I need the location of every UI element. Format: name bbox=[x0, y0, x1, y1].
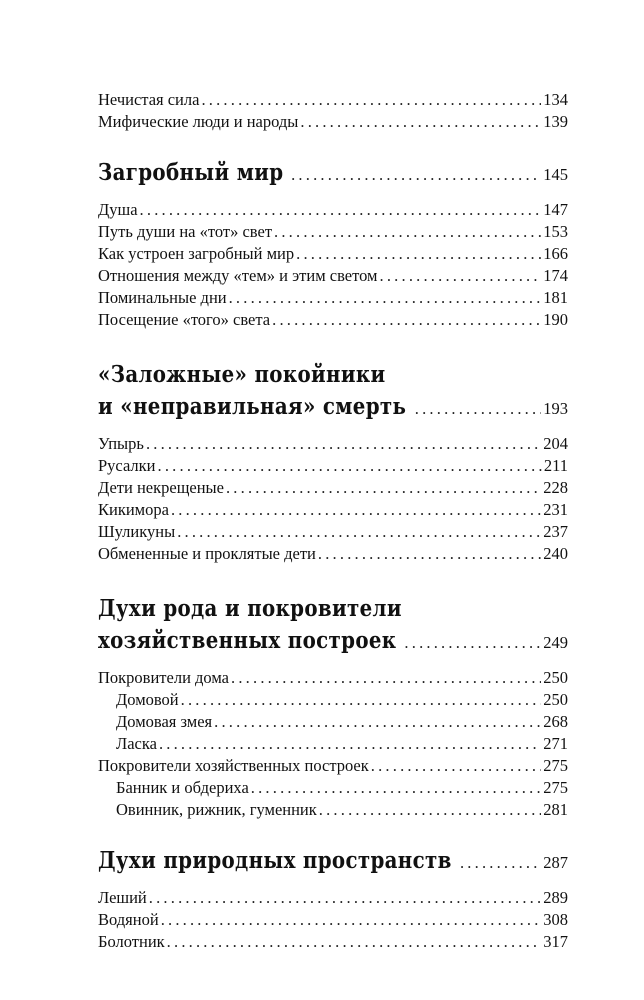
section-page-number: 193 bbox=[543, 399, 568, 418]
dot-leader bbox=[149, 887, 541, 909]
entry-page-number: 174 bbox=[543, 266, 568, 285]
dot-leader bbox=[171, 499, 541, 521]
toc-entry[interactable] bbox=[98, 455, 568, 477]
entry-label: Покровители хозяйственных построек bbox=[98, 756, 369, 775]
toc-entry[interactable] bbox=[98, 221, 568, 243]
entry-page-number: 211 bbox=[543, 456, 568, 475]
dot-leader bbox=[231, 667, 541, 689]
entry-label: Отношения между «тем» и этим светом bbox=[98, 266, 378, 285]
entry-page-number: 289 bbox=[543, 888, 568, 907]
dot-leader bbox=[167, 931, 542, 953]
section-heading bbox=[98, 847, 568, 883]
dot-leader bbox=[177, 521, 541, 543]
toc-section bbox=[98, 357, 568, 565]
section-page-number: 249 bbox=[543, 633, 568, 652]
entry-page-number: 237 bbox=[543, 522, 568, 541]
entry-page-number: 275 bbox=[543, 778, 568, 797]
toc-section bbox=[98, 591, 568, 821]
dot-leader bbox=[159, 733, 541, 755]
entry-label: Нечистая сила bbox=[98, 90, 200, 109]
toc-entry[interactable] bbox=[98, 543, 568, 565]
entry-label: Посещение «того» света bbox=[98, 310, 271, 329]
entry-page-number: 275 bbox=[543, 756, 568, 775]
section-heading-line: «Заложные» покойники bbox=[98, 361, 386, 388]
dot-leader bbox=[201, 89, 541, 111]
entry-page-number: 281 bbox=[543, 800, 568, 819]
entry-label: Обмененные и проклятые дети bbox=[98, 544, 316, 563]
dot-leader bbox=[146, 433, 541, 455]
toc-entry[interactable] bbox=[98, 799, 568, 821]
toc-entry[interactable] bbox=[98, 733, 568, 755]
entry-page-number: 231 bbox=[543, 500, 568, 519]
toc-section bbox=[98, 847, 568, 953]
dot-leader bbox=[296, 243, 541, 265]
section-heading bbox=[98, 627, 568, 663]
entry-label: Дети некрещеные bbox=[98, 478, 224, 497]
toc-entry[interactable] bbox=[98, 711, 568, 733]
toc-entry[interactable] bbox=[98, 287, 568, 309]
toc-section bbox=[98, 89, 568, 133]
dot-leader bbox=[415, 399, 541, 419]
entry-page-number: 166 bbox=[543, 244, 568, 263]
toc-entry[interactable] bbox=[98, 521, 568, 543]
toc-entry[interactable] bbox=[98, 111, 568, 133]
entry-label: Болотник bbox=[98, 932, 165, 951]
dot-leader bbox=[404, 633, 541, 653]
dot-leader bbox=[251, 777, 541, 799]
toc-entry[interactable] bbox=[98, 887, 568, 909]
entry-label: Шуликуны bbox=[98, 522, 176, 541]
entry-page-number: 204 bbox=[543, 434, 568, 453]
toc-entry[interactable] bbox=[98, 909, 568, 931]
section-heading-label: Духи природных пространств bbox=[98, 847, 452, 874]
entry-label: Путь души на «тот» свет bbox=[98, 222, 273, 241]
entry-page-number: 181 bbox=[543, 288, 568, 307]
section-heading-label: хозяйственных построек bbox=[98, 627, 397, 654]
entry-label: Мифические люди и народы bbox=[98, 112, 299, 131]
entry-page-number: 250 bbox=[543, 668, 568, 687]
entry-page-number: 147 bbox=[543, 200, 568, 219]
entry-list bbox=[98, 199, 568, 331]
entry-label: Овинник, рижник, гуменник bbox=[116, 800, 317, 819]
dot-leader bbox=[274, 221, 541, 243]
toc-entry[interactable] bbox=[98, 477, 568, 499]
entry-list bbox=[98, 667, 568, 821]
dot-leader bbox=[460, 853, 541, 873]
table-of-contents bbox=[98, 89, 568, 953]
toc-entry[interactable] bbox=[98, 89, 568, 111]
entry-page-number: 153 bbox=[543, 222, 568, 241]
entry-label: Банник и обдериха bbox=[116, 778, 249, 797]
dot-leader bbox=[300, 111, 541, 133]
section-heading-line: Духи рода и покровители bbox=[98, 595, 402, 622]
entry-label: Поминальные дни bbox=[98, 288, 227, 307]
entry-page-number: 271 bbox=[543, 734, 568, 753]
dot-leader bbox=[161, 909, 542, 931]
entry-page-number: 139 bbox=[543, 112, 568, 131]
dot-leader bbox=[214, 711, 541, 733]
dot-leader bbox=[380, 265, 542, 287]
dot-leader bbox=[371, 755, 541, 777]
toc-entry[interactable] bbox=[98, 199, 568, 221]
section-page-number: 145 bbox=[543, 165, 568, 184]
toc-entry[interactable] bbox=[98, 309, 568, 331]
dot-leader bbox=[140, 199, 542, 221]
entry-page-number: 308 bbox=[543, 910, 568, 929]
dot-leader bbox=[272, 309, 541, 331]
entry-list bbox=[98, 433, 568, 565]
toc-entry[interactable] bbox=[98, 777, 568, 799]
entry-label: Душа bbox=[98, 200, 138, 219]
dot-leader bbox=[318, 543, 541, 565]
entry-page-number: 240 bbox=[543, 544, 568, 563]
section-page-number: 287 bbox=[543, 853, 568, 872]
entry-list bbox=[98, 887, 568, 953]
toc-entry[interactable] bbox=[98, 667, 568, 689]
entry-label: Покровители дома bbox=[98, 668, 230, 687]
section-heading bbox=[98, 159, 568, 195]
entry-page-number: 190 bbox=[543, 310, 568, 329]
toc-entry[interactable] bbox=[98, 499, 568, 521]
entry-page-number: 317 bbox=[543, 932, 568, 951]
entry-label: Упырь bbox=[98, 434, 144, 453]
entry-page-number: 250 bbox=[543, 690, 568, 709]
toc-entry[interactable] bbox=[98, 931, 568, 953]
dot-leader bbox=[291, 165, 541, 185]
section-heading-label: и «неправильная» смерть bbox=[98, 393, 407, 420]
entry-label: Леший bbox=[98, 888, 147, 907]
entry-label: Русалки bbox=[98, 456, 156, 475]
entry-label: Домовая змея bbox=[116, 712, 213, 731]
entry-label: Кикимора bbox=[98, 500, 169, 519]
entry-label: Водяной bbox=[98, 910, 159, 929]
dot-leader bbox=[229, 287, 542, 309]
dot-leader bbox=[319, 799, 541, 821]
dot-leader bbox=[181, 689, 542, 711]
section-heading-label: Загробный мир bbox=[98, 159, 284, 186]
toc-entry[interactable] bbox=[98, 689, 568, 711]
entry-page-number: 268 bbox=[543, 712, 568, 731]
entry-label: Домовой bbox=[116, 690, 179, 709]
toc-section bbox=[98, 159, 568, 331]
toc-entry[interactable] bbox=[98, 433, 568, 455]
entry-page-number: 134 bbox=[543, 90, 568, 109]
toc-entry[interactable] bbox=[98, 243, 568, 265]
section-heading bbox=[98, 393, 568, 429]
entry-label: Как устроен загробный мир bbox=[98, 244, 295, 263]
toc-entry[interactable] bbox=[98, 265, 568, 287]
dot-leader bbox=[158, 455, 542, 477]
entry-list bbox=[98, 89, 568, 133]
entry-page-number: 228 bbox=[543, 478, 568, 497]
entry-label: Ласка bbox=[116, 734, 157, 753]
dot-leader bbox=[226, 477, 541, 499]
toc-entry[interactable] bbox=[98, 755, 568, 777]
